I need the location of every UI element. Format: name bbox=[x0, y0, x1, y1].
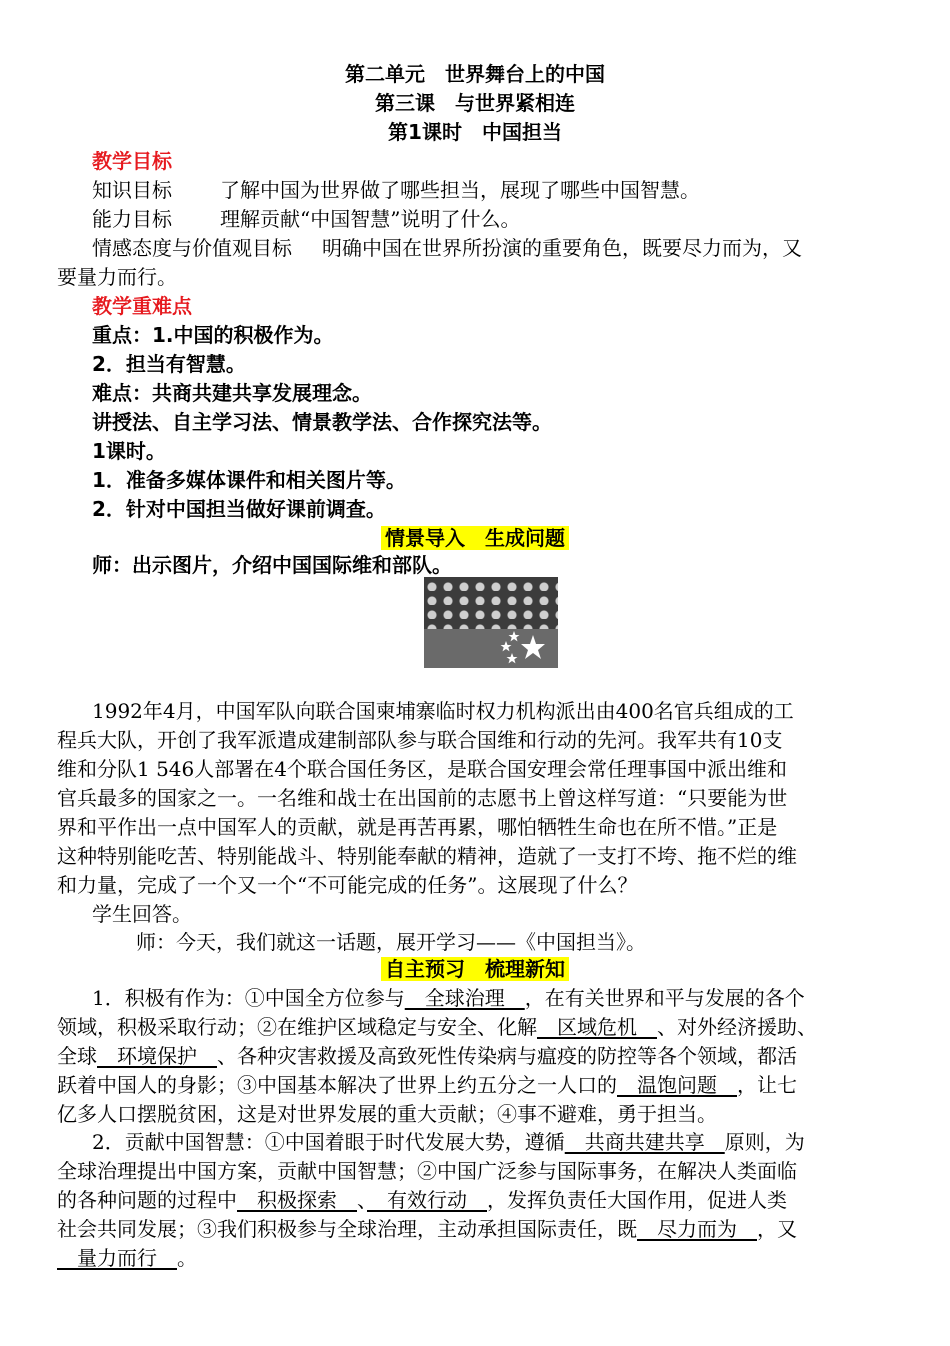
p1-text: 、对外经济援助、 bbox=[657, 1015, 817, 1039]
p1-text: 、各种灾害救援及高致死性传染病与瘟疫的防控等各个领域，都活 bbox=[217, 1044, 797, 1068]
class-hours: 1课时。 bbox=[92, 439, 166, 463]
p1-line-5: 亿多人口摆脱贫困，这是对世界发展的重大贡献；④事不避难，勇于担当。 bbox=[57, 1102, 717, 1126]
p2-text: 2．贡献中国智慧：①中国着眼于时代发展大势，遵循 bbox=[92, 1130, 565, 1154]
p2-text: ，又 bbox=[757, 1217, 797, 1241]
story-line: 1992年4月，中国军队向联合国柬埔寨临时权力机构派出由400名官兵组成的工 bbox=[92, 699, 794, 723]
story-line: 程兵大队，开创了我军派遣成建制部队参与联合国维和行动的先河。我军共有10支 bbox=[57, 728, 783, 752]
story-line: 界和平作出一点中国军人的贡献，就是再苦再累，哪怕牺牲生命也在所不惜。”正是 bbox=[57, 815, 778, 839]
story-line: 维和分队1 546人部署在4个联合国任务区，是联合国安理会常任理事国中派出维和 bbox=[57, 757, 787, 781]
p2-line-1 bbox=[57, 1128, 897, 1157]
emotion-label: 情感态度与价值观目标 bbox=[92, 236, 292, 260]
p2-text: 原则，为 bbox=[724, 1130, 805, 1154]
key-point-2: 2．担当有智慧。 bbox=[92, 352, 246, 376]
p1-line-4 bbox=[57, 1071, 897, 1100]
blank-active-exploration: 积极探索 bbox=[237, 1188, 357, 1212]
preview-paragraph-2 bbox=[57, 1128, 897, 1273]
p2-line-2: 全球治理提出中国方案，贡献中国智慧；②中国广泛参与国际事务，在解决人类面临 bbox=[57, 1159, 797, 1183]
p1-line-2 bbox=[57, 1013, 897, 1042]
flag-stars-icon bbox=[424, 629, 558, 668]
p2-text: 社会共同发展；③我们积极参与全球治理，主动承担国际责任，既 bbox=[57, 1217, 637, 1241]
story-line: 这种特别能吃苦、特别能战斗、特别能奉献的精神，造就了一支打不垮、拖不烂的维 bbox=[57, 844, 797, 868]
emotion-objective bbox=[92, 234, 932, 263]
p2-line-5 bbox=[57, 1244, 897, 1273]
period-title: 第1课时 中国担当 bbox=[388, 120, 562, 144]
p1-text: 1．积极有作为：①中国全方位参与 bbox=[92, 986, 405, 1010]
key-point-1: 重点：1.中国的积极作为。 bbox=[92, 323, 334, 347]
p1-text: 全球 bbox=[57, 1044, 97, 1068]
section-heading-preview bbox=[0, 955, 950, 984]
difficulty-point: 难点：共商共建共享发展理念。 bbox=[92, 381, 372, 405]
peacekeeping-photo bbox=[424, 577, 558, 668]
teacher-topic: 师：今天，我们就这一话题，展开学习——《中国担当》。 bbox=[136, 930, 646, 954]
flag-area bbox=[424, 629, 558, 668]
story-line: 官兵最多的国家之一。一名维和战士在出国前的志愿书上曾这样写道：“只要能为世 bbox=[57, 786, 788, 810]
knowledge-text: 了解中国为世界做了哪些担当，展现了哪些中国智慧。 bbox=[220, 178, 700, 202]
p1-text: ，在有关世界和平与发展的各个 bbox=[524, 986, 805, 1010]
student-answer: 学生回答。 bbox=[92, 902, 192, 926]
p1-text: ，让七 bbox=[737, 1073, 797, 1097]
section-preview-highlight: 自主预习 梳理新知 bbox=[381, 957, 569, 981]
emotion-text-1: 明确中国在世界所扮演的重要角色，既要尽力而为，又 bbox=[322, 236, 802, 260]
p1-line-1 bbox=[57, 984, 897, 1013]
blank-food-clothing: 温饱问题 bbox=[617, 1073, 737, 1097]
p1-text: 跃着中国人的身影；③中国基本解决了世界上约五分之一人口的 bbox=[57, 1073, 617, 1097]
ability-objective bbox=[92, 205, 932, 234]
soldiers-crowd bbox=[424, 577, 558, 629]
blank-do-best: 尽力而为 bbox=[637, 1217, 757, 1241]
key-points-heading: 教学重难点 bbox=[92, 294, 192, 318]
p2-text: 、 bbox=[357, 1188, 367, 1212]
preview-paragraph-1 bbox=[57, 984, 897, 1129]
unit-title: 第二单元 世界舞台上的中国 bbox=[345, 62, 605, 86]
blank-regional-crisis: 区域危机 bbox=[537, 1015, 657, 1039]
p2-line-3 bbox=[57, 1186, 897, 1215]
knowledge-objective bbox=[92, 176, 932, 205]
blank-global-governance: 全球治理 bbox=[404, 986, 525, 1010]
p2-text: ，发挥负责任大国作用，促进人类 bbox=[487, 1188, 787, 1212]
objectives-heading: 教学目标 bbox=[92, 149, 172, 173]
p2-text: 的各种问题的过程中 bbox=[57, 1188, 237, 1212]
blank-effective-action: 有效行动 bbox=[367, 1188, 487, 1212]
prep-item-2: 2．针对中国担当做好课前调查。 bbox=[92, 497, 386, 521]
blank-shared-principle: 共商共建共享 bbox=[564, 1130, 725, 1154]
section-intro-highlight: 情景导入 生成问题 bbox=[381, 526, 569, 550]
blank-environment: 环境保护 bbox=[97, 1044, 217, 1068]
knowledge-label: 知识目标 bbox=[92, 178, 172, 202]
emotion-text-2: 要量力而行。 bbox=[57, 265, 177, 289]
story-line: 和力量，完成了一个又一个“不可能完成的任务”。这展现了什么？ bbox=[57, 873, 638, 897]
teaching-methods: 讲授法、自主学习法、情景教学法、合作探究法等。 bbox=[92, 410, 552, 434]
p2-text: 。 bbox=[177, 1246, 197, 1270]
lesson-title: 第三课 与世界紧相连 bbox=[375, 91, 575, 115]
section-heading-intro bbox=[0, 524, 950, 553]
teacher-intro: 师：出示图片，介绍中国国际维和部队。 bbox=[92, 553, 452, 577]
story-paragraph bbox=[57, 697, 897, 900]
p1-line-3 bbox=[57, 1042, 897, 1071]
ability-label: 能力目标 bbox=[92, 207, 172, 231]
p2-line-4 bbox=[57, 1215, 897, 1244]
ability-text: 理解贡献“中国智慧”说明了什么。 bbox=[220, 207, 521, 231]
prep-item-1: 1．准备多媒体课件和相关图片等。 bbox=[92, 468, 406, 492]
blank-within-means: 量力而行 bbox=[57, 1246, 177, 1270]
p1-text: 领域，积极采取行动；②在维护区域稳定与安全、化解 bbox=[57, 1015, 537, 1039]
